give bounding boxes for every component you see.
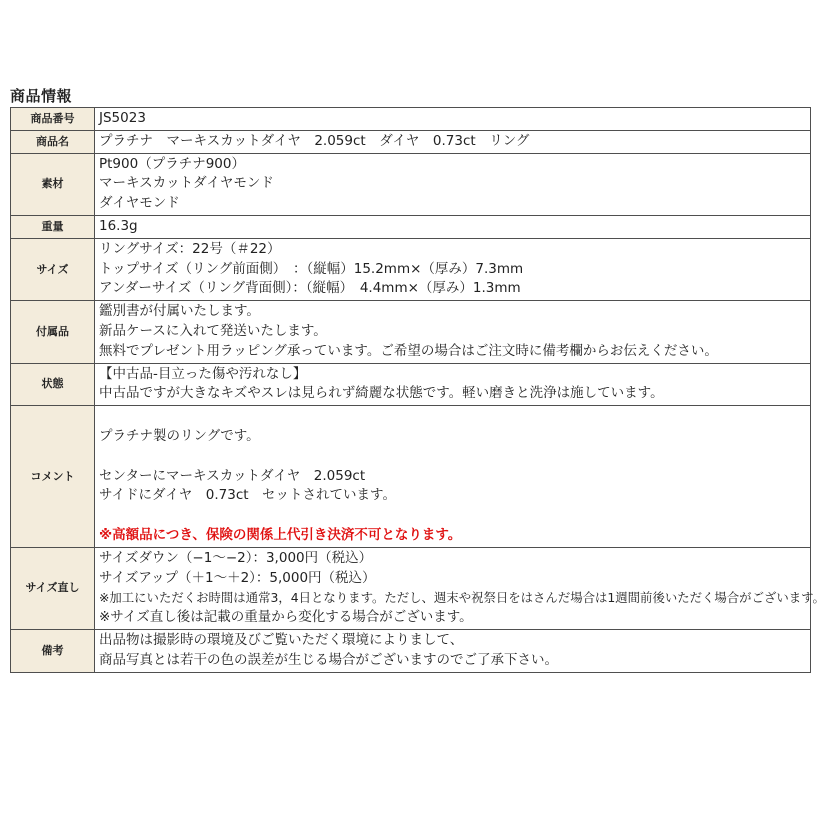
size-line: リングサイズ：22号（＃22） xyxy=(99,240,281,257)
material-line: ダイヤモンド xyxy=(99,195,180,212)
value-size xyxy=(95,238,811,300)
resize-note: ※サイズ直し後は記載の重量から変化する場合がございます。 xyxy=(99,609,473,626)
notes-line: 出品物は撮影時の環境及びご覧いただく環境によりまして、 xyxy=(99,631,464,648)
label-resize: サイズ直し xyxy=(11,547,95,629)
row-material xyxy=(11,153,811,215)
label-condition: 状態 xyxy=(11,363,95,406)
label-weight: 重量 xyxy=(11,215,95,238)
accessories-line: 鑑別書が付属いたします。 xyxy=(99,303,260,320)
row-resize xyxy=(11,547,811,629)
value-condition xyxy=(95,363,811,406)
comment-spacer xyxy=(99,407,806,427)
row-notes xyxy=(11,629,811,672)
product-number-text: JS5023 xyxy=(99,110,146,126)
row-size xyxy=(11,238,811,300)
value-material xyxy=(95,153,811,215)
material-line: マーキスカットダイヤモンド xyxy=(99,175,274,192)
label-accessories: 付属品 xyxy=(11,301,95,363)
value-notes xyxy=(95,629,811,672)
value-resize xyxy=(95,547,825,629)
value-accessories xyxy=(95,301,811,363)
row-product-number xyxy=(11,108,811,131)
comment-line: センターにマーキスカットダイヤ 2.059ct xyxy=(99,467,366,484)
resize-line: サイズアップ（＋1〜＋2）：5,000円（税込） xyxy=(99,569,376,586)
comment-line: プラチナ製のリングです。 xyxy=(99,427,260,444)
row-comment xyxy=(11,406,811,548)
accessories-line: 無料でプレゼント用ラッピング承っています。ご希望の場合はご注文時に備考欄からお伝えください。 xyxy=(99,342,718,359)
material-line: Pt900（プラチナ900） xyxy=(99,155,245,172)
label-material: 素材 xyxy=(11,153,95,215)
value-comment xyxy=(95,406,811,548)
row-weight xyxy=(11,215,811,238)
label-product-name: 商品名 xyxy=(11,130,95,153)
value-weight xyxy=(95,215,811,238)
product-info-table xyxy=(10,107,825,673)
accessories-line: 新品ケースに入れて発送いたします。 xyxy=(99,322,327,339)
row-product-name xyxy=(11,130,811,153)
weight-text: 16.3g xyxy=(99,217,138,234)
comment-line: サイドにダイヤ 0.73ct セットされています。 xyxy=(99,487,396,504)
label-product-number: 商品番号 xyxy=(11,108,95,131)
condition-line: 中古品ですが大きなキズやスレは見られず綺麗な状態です。軽い磨きと洗浄は施しています。 xyxy=(99,385,664,402)
product-name-text: プラチナ マーキスカットダイヤ 2.059ct ダイヤ 0.73ct リング xyxy=(99,132,530,149)
row-accessories xyxy=(11,301,811,363)
comment-spacer xyxy=(99,447,806,467)
notes-line: 商品写真とは若干の色の誤差が生じる場合がございますのでご了承下さい。 xyxy=(99,651,558,668)
resize-line: サイズダウン（−1〜−2）：3,000円（税込） xyxy=(99,549,373,566)
condition-line: 【中古品-目立った傷や汚れなし】 xyxy=(99,365,307,382)
value-product-name xyxy=(95,130,811,153)
resize-note: ※加工にいただくお時間は通常3，4日となります。ただし、週末や祝祭日をはさんだ場合は1週間前後いただく場合がございます。 xyxy=(99,590,825,606)
size-line: アンダーサイズ（リング背面側）：（縦幅） 4.4mm×（厚み）1.3mm xyxy=(99,280,521,297)
row-condition xyxy=(11,363,811,406)
label-size: サイズ xyxy=(11,238,95,300)
value-product-number xyxy=(95,108,811,131)
comment-spacer xyxy=(99,506,806,526)
label-notes: 備考 xyxy=(11,629,95,672)
size-line: トップサイズ（リング前面側） ：（縦幅）15.2mm×（厚み）7.3mm xyxy=(99,260,524,277)
section-title: 商品情報 xyxy=(10,87,73,105)
label-comment: コメント xyxy=(11,406,95,548)
comment-warning: ※高額品につき、保険の関係上代引き決済不可となります。 xyxy=(99,526,462,543)
